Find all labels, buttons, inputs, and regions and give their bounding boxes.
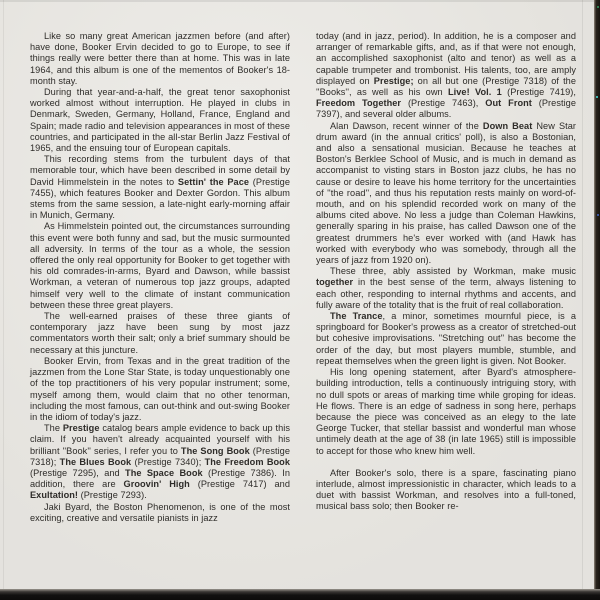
text-run: (Prestige 7318); — [30, 445, 290, 467]
text-run: Booker Ervin, from Texas and in the great tradition of the jazzmen from the Lone Star State, is today unquestionably one of the top practitioners of his very popular instrument; some, myself among them, would claim that no other tenorman, including the most famous, can out-think and out-swing Booker in the idiom of today's jazz. — [30, 355, 290, 422]
text-run: His long opening statement, after Byard's atmosphere-building introduction, tells a continuously intriguing story, with no dull spots or areas of marking time while groping for ideas. He flows. There is an edge of sadness in song here, perhaps because the piece was conceived as an elegy to the late George Tucker, that stellar bassist and wonderful man whose untimely death at the age of 38 (in late 1965) still is impossible to accept for those who knew him well. — [316, 367, 576, 456]
text-run: on all but one (Prestige 7318) of the ''Books'', as well as his own — [316, 75, 577, 98]
scan-artifact-speck — [597, 214, 599, 216]
paragraph — [30, 311, 290, 356]
paragraph — [30, 423, 290, 501]
paragraph — [316, 266, 576, 311]
bold-text-run: The Space Book — [125, 467, 203, 478]
bold-text-run: Live! Vol. 1 — [447, 87, 502, 98]
bold-text-run: Freedom Together — [316, 98, 402, 109]
paragraph — [30, 221, 290, 311]
scan-artifact-speck — [596, 96, 598, 98]
bold-text-run: Settin' the Pace — [177, 176, 250, 187]
bold-text-run: The Freedom Book — [204, 456, 290, 467]
text-run: (Prestige 7293). — [78, 490, 147, 501]
text-run: (Prestige 7455), which features Booker and Dexter Gordon. This album stems from the same session, a late-night early-morning affair in Munich, Germany. — [30, 176, 290, 221]
text-run: in the best sense of the term, always listening to each other, responding to internal rhythms and accents, and fully aware of the totality that is the fruit of real collaboration. — [316, 277, 576, 310]
left-column — [30, 31, 290, 524]
text-run: Like so many great American jazzmen before (and after) have done, Booker Ervin decided to go to Europe, to see if things really were better there than at home. This was in late 1964, and this album is one of the mementos of Booker's 18-month stay. — [30, 31, 290, 86]
paragraph — [30, 87, 290, 154]
paragraph — [30, 502, 290, 524]
text-run: This recording stems from the turbulent days of that memorable tour, which have been described in some detail by David Himmelstein in the notes to — [30, 154, 290, 187]
text-run: Jaki Byard, the Boston Phenomenon, is one of the most exciting, creative and versatile pianists in jazz — [30, 501, 290, 523]
text-columns — [30, 31, 576, 524]
text-run: The — [44, 423, 63, 434]
bold-text-run: Down Beat — [482, 120, 533, 131]
right-crease — [582, 0, 583, 589]
text-run: today (and in jazz, period). In addition, he is a composer and arranger of remarkable gifts, and, as if that were not enough, an accomplished saxophonist (alto and tenor) as well as a capable trumpeter and trombonist. His talents, too, are amply displayed on — [316, 31, 576, 86]
text-run: (Prestige 7386). In addition, there are — [30, 467, 290, 490]
paragraph — [30, 31, 290, 87]
bold-text-run: The Trance — [330, 311, 383, 322]
text-run: During that year-and-a-half, the great tenor saxophonist worked almost without interruption. He played in clubs in Denmark, Sweden, Germany, Holland, France, England and Spain; made radio and television appearances in most of these countries, and participated in the all-star Berlin Jazz Festival of 1965, and the ensuing tour of European capitals. — [30, 87, 290, 154]
text-run: (Prestige 7417) and — [189, 479, 290, 490]
paragraph — [316, 468, 576, 513]
bold-text-run: Prestige — [62, 423, 100, 434]
text-run: , a minor, sometimes mournful piece, is a springboard for Booker's prowess as a creator of stretched-out but cohesive improvisations. ''Stretching out'' has become the order of the day, but most players mumble, stumble, and repeat themselves when the green light is given. Not Booker. — [316, 311, 576, 366]
bold-text-run: Groovin' High — [123, 479, 190, 490]
text-run: (Prestige 7295), and — [30, 467, 126, 478]
text-run: These three, ably assisted by Workman, make music — [330, 266, 576, 277]
bold-text-run: The Blues Book — [59, 456, 132, 467]
scan-artifact-speck — [597, 6, 599, 8]
right-column — [316, 31, 576, 524]
bold-text-run: together — [316, 277, 354, 288]
text-run: (Prestige 7463), — [401, 98, 486, 109]
text-run: (Prestige 7340); — [131, 456, 205, 467]
text-run: As Himmelstein pointed out, the circumstances surrounding this event were both funny and sad, but the music surmounted all adversity. In terms of the tour as a whole, the session offered the only real opportunity for Booker to get together with his old comrades-in-arms, Byard and Dawson, while bassist Workman, a veteran of numerous top jazz groups, adapted himself very well to the climate of instant communication between these three great players. — [30, 221, 290, 310]
paragraph — [30, 356, 290, 423]
page-top-edge — [0, 0, 600, 2]
bold-text-run: Out Front — [485, 98, 532, 109]
page-right-edge — [594, 0, 600, 590]
text-run: Alan Dawson, recent winner of the — [330, 120, 483, 131]
paragraph — [316, 311, 576, 367]
paragraph — [30, 154, 290, 221]
paragraph — [316, 121, 576, 267]
text-run: catalog bears ample evidence to back up this claim. If you haven't already acquainted yourself with his brilliant ''Book'' series, I refer you to — [30, 423, 290, 456]
text-run: After Booker's solo, there is a spare, fascinating piano interlude, almost impressionistic in character, which leads to a duet with bassist Workman, and resolves into a full-toned, musical bass solo; then Booker re- — [316, 467, 576, 512]
paragraph — [316, 31, 576, 121]
text-run: (Prestige 7397), and several older albums. — [316, 98, 576, 120]
page-bottom-edge — [0, 589, 600, 600]
text-run: New Star drum award (in the annual critics' poll), is also a Bostonian, and also a sensational musician. Because he teaches at Boston's Berklee School of Music, and is much in demand as accompanist to visting stars in Boston jazz clubs, he has no cause or desire to leave his home territory for the uncertainties of ''the road'', and thus his reputation rests mainly on word-of-mouth, and on his splendid recorded work on many of the albums cited above. No less a judge than Coleman Hawkins, generally sparing in his praise, has called Dawson one of the greatest drummers he's ever worked with (and Hawk has worked with everybody who was somebody, through all the years of jazz from 1920 on). — [316, 120, 577, 266]
left-crease — [3, 0, 4, 589]
text-run: (Prestige 7419), — [501, 87, 576, 98]
text-run: The well-earned praises of these three giants of contemporary jazz have been sung by most jazz commentators worth their salt; only a brief summary should be necessary at this juncture. — [30, 311, 290, 355]
bold-text-run: The Song Book — [180, 445, 250, 456]
paragraph — [316, 367, 576, 457]
bold-text-run: Prestige; — [373, 75, 414, 86]
bold-text-run: Exultation! — [30, 490, 79, 501]
